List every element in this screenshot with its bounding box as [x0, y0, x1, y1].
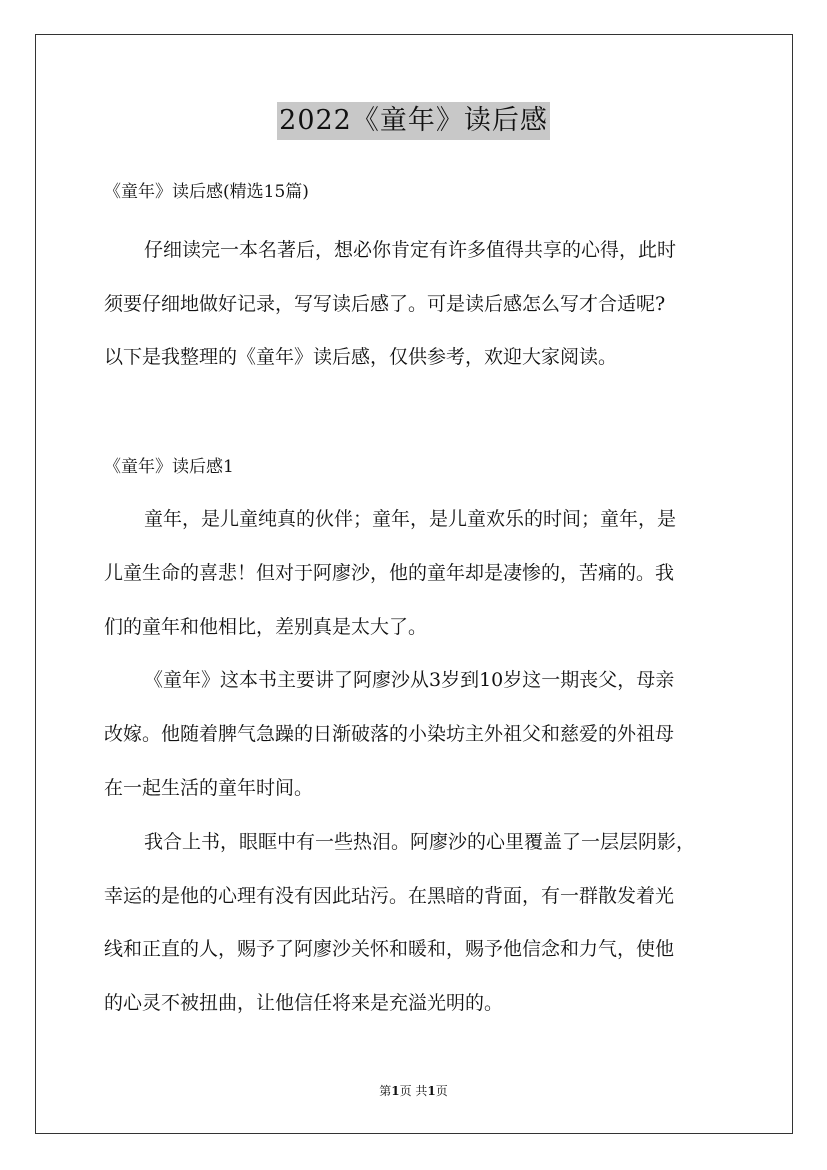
section1-para2-line-3: 在一起生活的童年时间。	[104, 777, 314, 799]
section1-para1-line-1: 童年，是儿童纯真的伙伴；童年，是儿童欢乐的时间；童年，是	[144, 508, 677, 530]
footer-total-pages: 1	[427, 1084, 436, 1098]
document-subtitle: 《童年》读后感(精选15篇)	[104, 182, 309, 202]
footer-prefix: 第	[379, 1084, 392, 1098]
footer-page-number: 1	[391, 1084, 400, 1098]
section1-para3-line-4: 的心灵不被扭曲，让他信任将来是充溢光明的。	[104, 992, 504, 1014]
section1-para3-line-3: 线和正直的人，赐予了阿廖沙关怀和暖和，赐予他信念和力气，使他	[104, 938, 675, 960]
intro-line-1: 仔细读完一本名著后，想必你肯定有许多值得共享的心得，此时	[144, 239, 677, 261]
document-title: 2022《童年》读后感	[277, 102, 550, 140]
section1-para1-line-2: 儿童生命的喜悲！但对于阿廖沙，他的童年却是凄惨的，苦痛的。我	[104, 562, 675, 584]
section1-para3-line-2: 幸运的是他的心理有没有因此玷污。在黑暗的背面，有一群散发着光	[104, 885, 675, 907]
page-footer	[0, 1082, 827, 1100]
section1-para2-line-2: 改嫁。他随着脾气急躁的日渐破落的小染坊主外祖父和慈爱的外祖母	[104, 723, 675, 745]
intro-line-3: 以下是我整理的《童年》读后感，仅供参考，欢迎大家阅读。	[104, 346, 618, 368]
title-container	[0, 102, 827, 140]
footer-suffix: 页	[435, 1084, 448, 1098]
footer-middle: 页 共	[399, 1084, 428, 1098]
section1-para3-line-1: 我合上书，眼眶中有一些热泪。阿廖沙的心里覆盖了一层层阴影，	[144, 831, 696, 853]
section1-para2-line-1: 《童年》这本书主要讲了阿廖沙从3岁到10岁这一期丧父，母亲	[144, 669, 675, 691]
section-heading: 《童年》读后感1	[104, 457, 234, 477]
section1-para1-line-3: 们的童年和他相比，差别真是太大了。	[104, 616, 428, 638]
intro-line-2: 须要仔细地做好记录，写写读后感了。可是读后感怎么写才合适呢?	[104, 293, 666, 315]
